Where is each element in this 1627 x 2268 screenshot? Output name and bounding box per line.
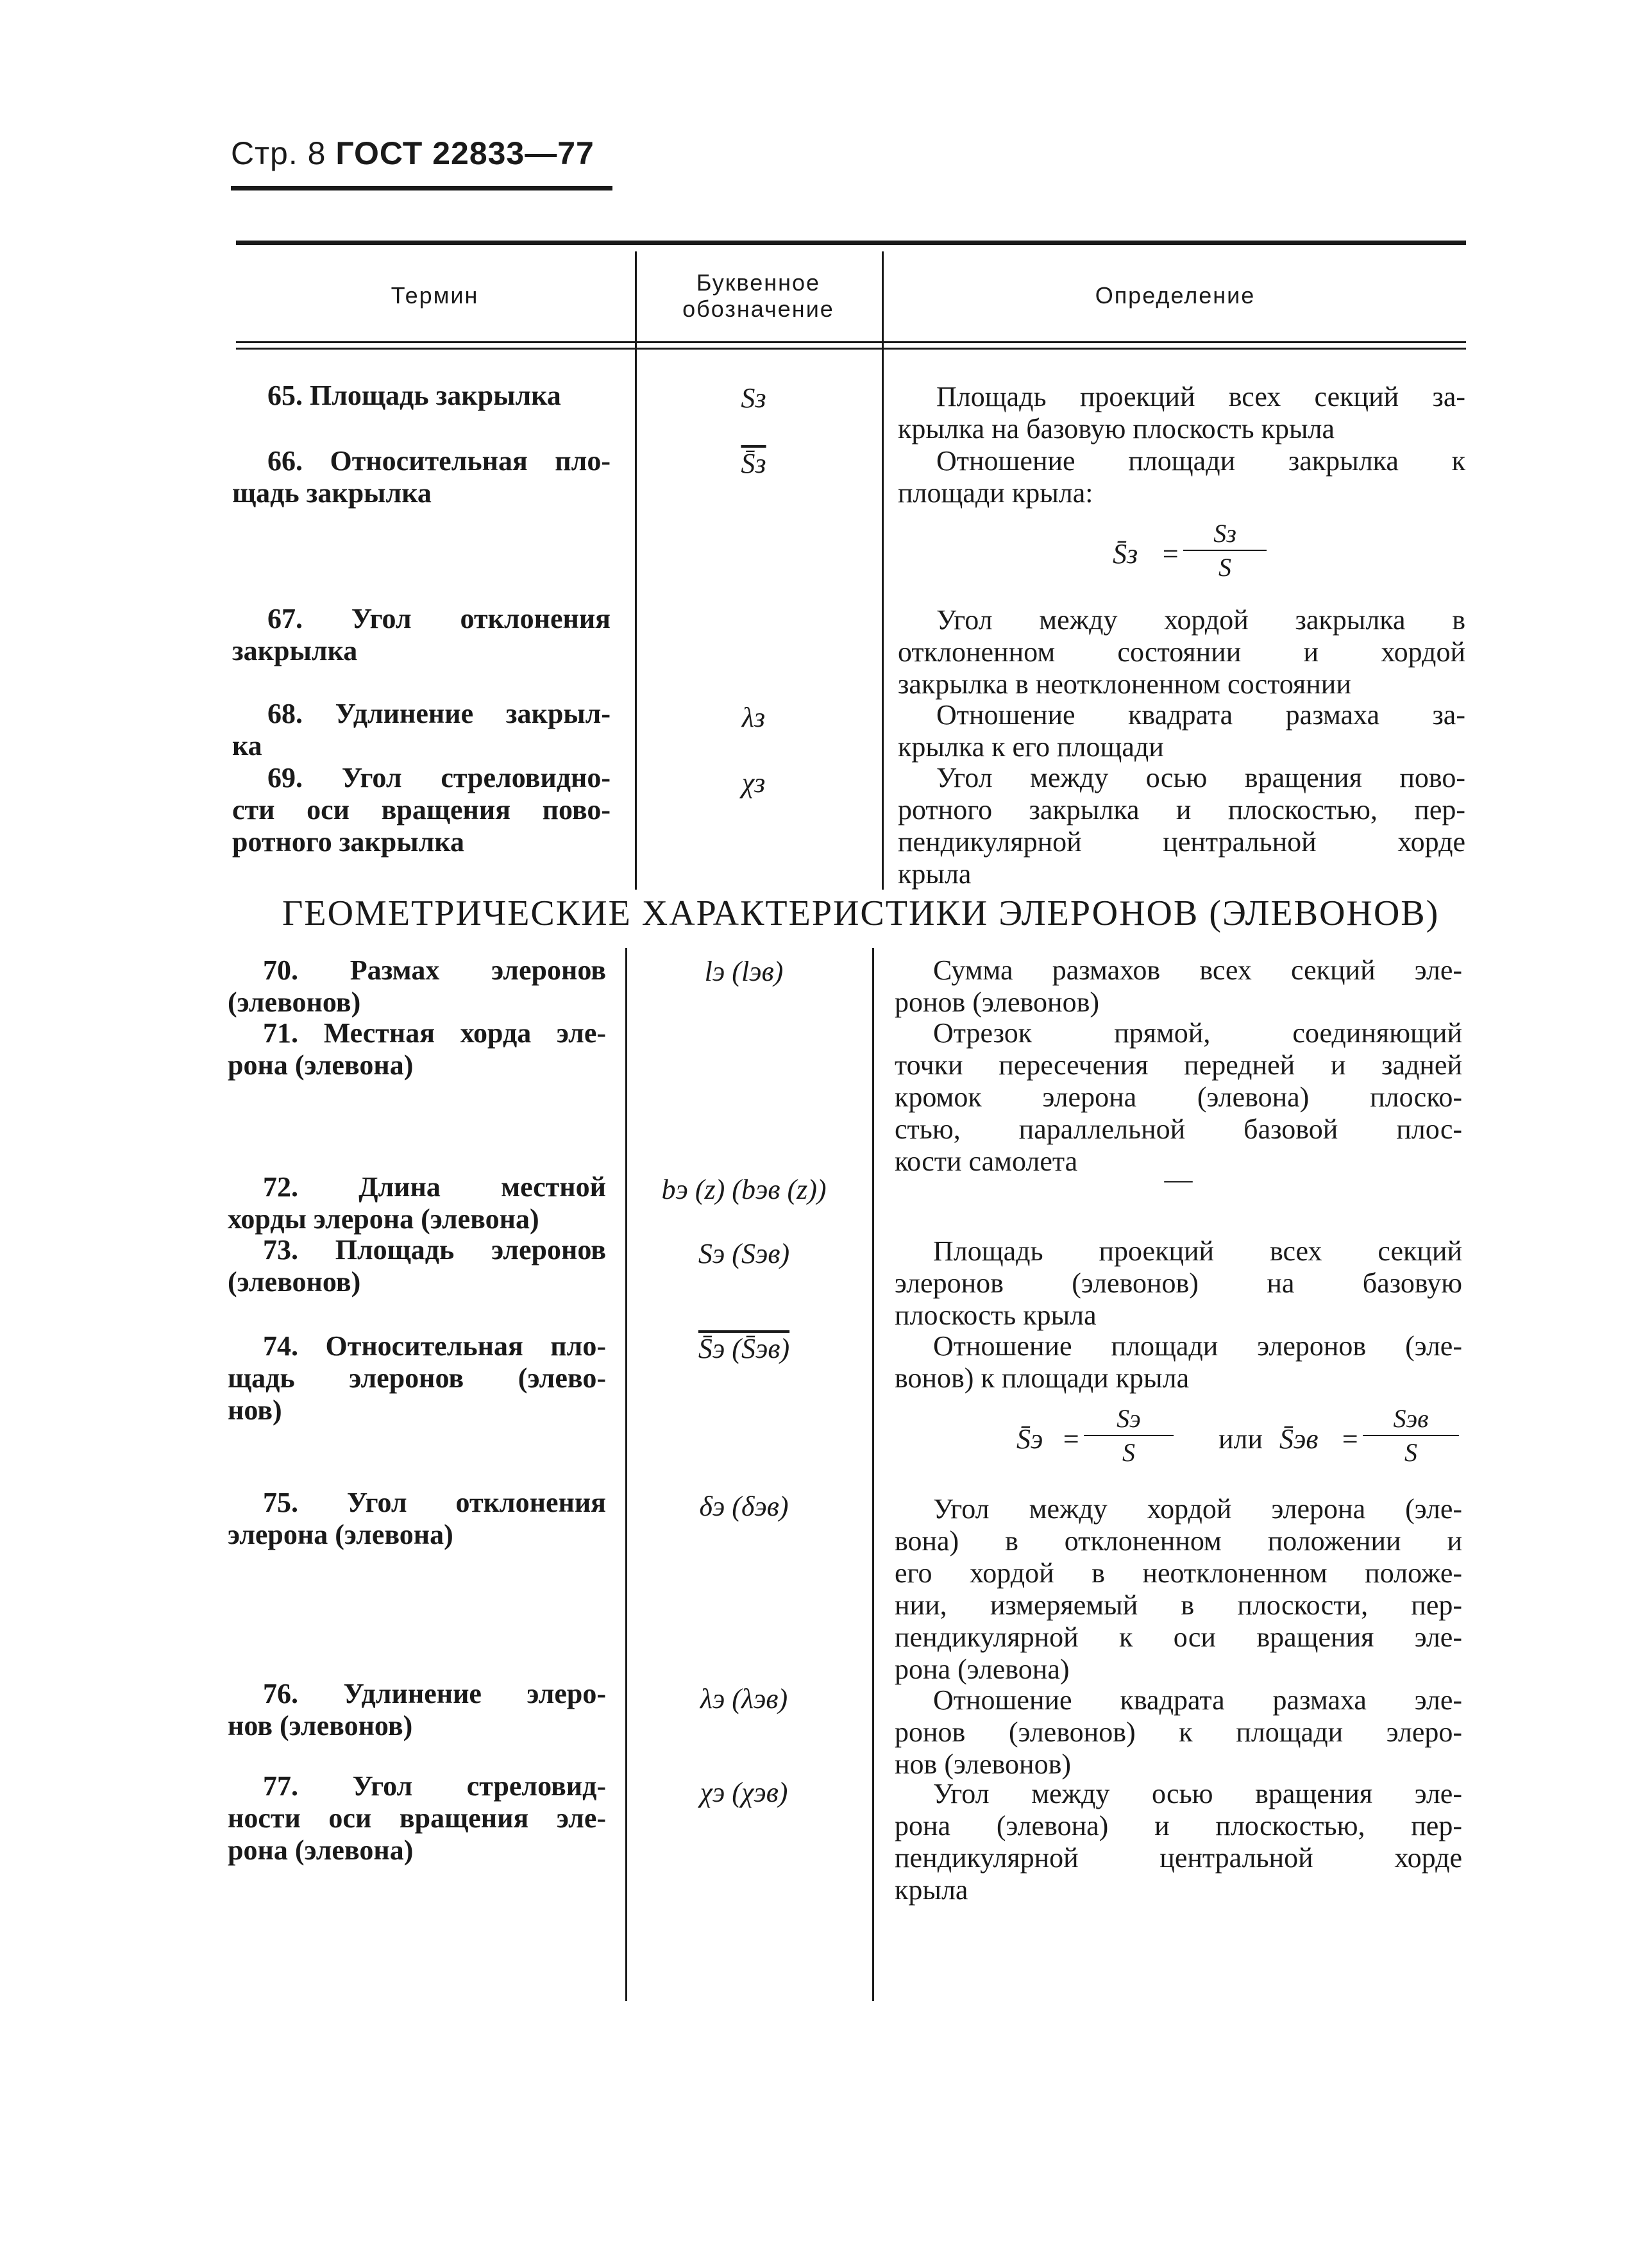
header-double-rule-bottom [236, 348, 1466, 350]
header-rule [231, 186, 612, 190]
term-77: 77. Угол стреловид- ности оси вращения эле- рона (элевона) [228, 1770, 606, 1866]
symbol-66: S̄з [741, 448, 766, 479]
symbol-69: χз [741, 767, 766, 799]
formula-74a-lhs: S̄э [1016, 1423, 1043, 1455]
symbol-72: bэ (z) (bэв (z)) [661, 1174, 827, 1205]
column-divider-1-lower [625, 948, 627, 2001]
definition-71: Отрезок прямой, соединяющий точки пересечения передней и задней кромок элерона (элевона) плоско- стью, параллельной базовой плос- кости самолета [895, 1017, 1462, 1177]
symbol-76: λэ (λэв) [700, 1683, 788, 1714]
definition-76: Отношение квадрата размаха эле- ронов (элевонов) к площади элеро- нов (элевонов) [895, 1684, 1462, 1780]
term-71: 71. Местная хорда эле- рона (элевона) [228, 1017, 606, 1081]
symbol-73: Sэ (Sэв) [698, 1238, 790, 1269]
definition-67: Угол между хордой закрылка в отклоненном состоянии и хордой закрылка в неотклоненном состоянии [898, 604, 1465, 700]
definition-70: Сумма размахов всех секций эле- ронов (элевонов) [895, 954, 1462, 1018]
header-double-rule-top [236, 341, 1466, 343]
column-header-definition: Определение [1095, 282, 1256, 309]
empty-definition-dash: — [1164, 1164, 1193, 1195]
page-number: Стр. 8 [231, 135, 326, 171]
formula-74b-lhs: S̄эв [1279, 1423, 1319, 1455]
formula-74-connector: или [1218, 1423, 1263, 1455]
section-title: ГЕОМЕТРИЧЕСКИЕ ХАРАКТЕРИСТИКИ ЭЛЕРОНОВ (ЭЛЕВОНОВ) [282, 893, 1440, 933]
definition-75: Угол между хордой элерона (эле- вона) в отклоненном положении и его хордой в неотклоненном положе- нии, измеряемый в плоскости, пер- пендикулярной к оси вращения эле- рона (элевона) [895, 1493, 1462, 1685]
standard-code: ГОСТ 22833—77 [335, 135, 594, 171]
column-divider-2-lower [872, 948, 874, 2001]
symbol-65: Sз [741, 382, 766, 414]
definition-73: Площадь проекций всех секций элеронов (элевонов) на базовую плоскость крыла [895, 1235, 1462, 1331]
formula-74b-eq: = [1340, 1423, 1360, 1455]
definition-68: Отношение квадрата размаха за- крылка к его площади [898, 699, 1465, 763]
formula-74a-eq: = [1061, 1423, 1081, 1455]
term-68: 68. Удлинение закрыл- ка [232, 698, 611, 761]
table-top-rule [236, 241, 1466, 245]
definition-74: Отношение площади элеронов (эле- вонов) к площади крыла [895, 1330, 1462, 1394]
definition-77: Угол между осью вращения эле- рона (элевона) и плоскостью, пер- пендикулярной центральной хорде крыла [895, 1778, 1462, 1906]
definition-65: Площадь проекций всех секций за- крылка на базовую плоскость крыла [898, 381, 1465, 444]
term-72: 72. Длина местной хорды элерона (элевона) [228, 1171, 606, 1235]
formula-66-lhs: S̄з [1113, 538, 1138, 570]
definition-72 [895, 1164, 1462, 1196]
term-70: 70. Размах элеронов (элевонов) [228, 954, 606, 1018]
term-69: 69. Угол стреловидно- сти оси вращения пово- ротного закрылка [232, 762, 611, 858]
column-header-symbol: Буквенное обозначение [682, 269, 834, 322]
term-73: 73. Площадь элеронов (элевонов) [228, 1234, 606, 1298]
symbol-70: lэ (lэв) [704, 956, 784, 987]
page-header [231, 135, 594, 172]
definition-69: Угол между осью вращения пово- ротного закрылка и плоскостью, пер- пендикулярной центральной хорде крыла [898, 762, 1465, 890]
term-67: 67. Угол отклонения закрылка [232, 603, 611, 666]
symbol-68: λз [741, 702, 766, 733]
symbol-77: χэ (χэв) [700, 1777, 788, 1808]
term-75: 75. Угол отклонения элерона (элевона) [228, 1487, 606, 1550]
term-65: 65. Площадь закрылка [267, 380, 561, 411]
formula-74a-fraction: Sэ S [1084, 1403, 1174, 1468]
formula-74b-fraction: Sэв S [1363, 1403, 1459, 1468]
column-header-term: Термин [391, 282, 479, 309]
term-74: 74. Относительная пло- щадь элеронов (элево- нов) [228, 1330, 606, 1426]
term-76: 76. Удлинение элеро- нов (элевонов) [228, 1678, 606, 1741]
formula-66-eq: = [1161, 538, 1180, 570]
formula-66-fraction: Sз S [1183, 518, 1267, 582]
definition-66: Отношение площади закрылка к площади крыла: [898, 445, 1465, 509]
symbol-75: δэ (δэв) [699, 1491, 789, 1522]
term-66: 66. Относительная пло- щадь закрылка [232, 445, 611, 509]
symbol-74: S̄э (S̄эв) [698, 1333, 790, 1364]
